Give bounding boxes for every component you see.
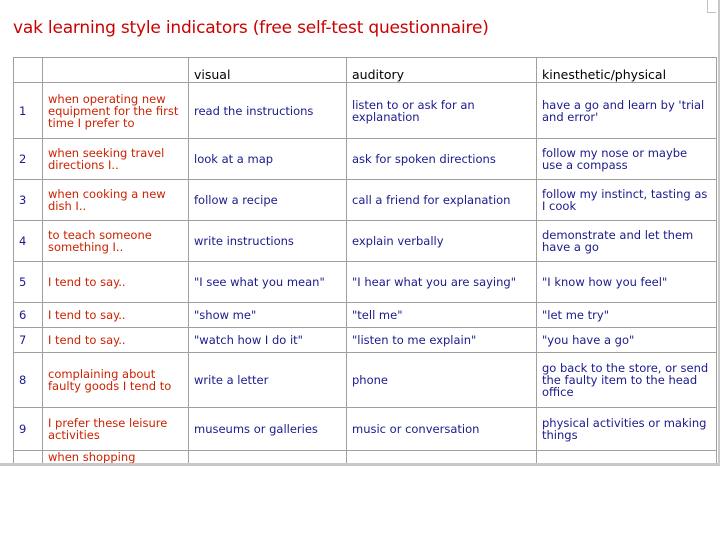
header-number: [14, 58, 43, 83]
row-number: 1: [14, 83, 43, 139]
row-number: 3: [14, 180, 43, 221]
row-number: [14, 451, 43, 467]
scenario-cell: when seeking travel directions I..: [43, 139, 189, 180]
row-number: 6: [14, 303, 43, 328]
kinesthetic-answer-cell: go back to the store, or send the faulty item to the head office: [537, 353, 717, 408]
auditory-answer-cell: "I hear what you are saying": [347, 262, 537, 303]
table-row: [14, 180, 717, 221]
auditory-answer-cell: phone: [347, 353, 537, 408]
row-number: 7: [14, 328, 43, 353]
scenario-cell: when shopping: [43, 451, 189, 467]
kinesthetic-answer-cell: follow my nose or maybe use a compass: [537, 139, 717, 180]
visual-answer-cell: read the instructions: [189, 83, 347, 139]
table-row: [14, 303, 717, 328]
kinesthetic-answer-cell: "let me try": [537, 303, 717, 328]
header-kinesthetic: kinesthetic/physical: [537, 58, 717, 83]
row-number: 8: [14, 353, 43, 408]
visual-answer-cell: "I see what you mean": [189, 262, 347, 303]
auditory-answer-cell: explain verbally: [347, 221, 537, 262]
window-corner: [707, 0, 716, 13]
scenario-cell: I tend to say..: [43, 303, 189, 328]
auditory-answer-cell: "listen to me explain": [347, 328, 537, 353]
kinesthetic-answer-cell: physical activities or making things: [537, 408, 717, 451]
scenario-cell: when operating new equipment for the first time I prefer to: [43, 83, 189, 139]
header-scenario: [43, 58, 189, 83]
visual-answer-cell: museums or galleries: [189, 408, 347, 451]
visual-answer-cell: "watch how I do it": [189, 328, 347, 353]
visual-answer-cell: [189, 451, 347, 467]
table-row: [14, 83, 717, 139]
page-title: vak learning style indicators (free self-test questionnaire): [13, 18, 489, 38]
visual-answer-cell: look at a map: [189, 139, 347, 180]
auditory-answer-cell: "tell me": [347, 303, 537, 328]
auditory-answer-cell: call a friend for explanation: [347, 180, 537, 221]
scenario-cell: I tend to say..: [43, 262, 189, 303]
questionnaire-table: [13, 57, 717, 466]
scenario-cell: complaining about faulty goods I tend to: [43, 353, 189, 408]
visual-answer-cell: write instructions: [189, 221, 347, 262]
row-number: 9: [14, 408, 43, 451]
kinesthetic-answer-cell: follow my instinct, tasting as I cook: [537, 180, 717, 221]
header-auditory: auditory: [347, 58, 537, 83]
kinesthetic-answer-cell: [537, 451, 717, 467]
auditory-answer-cell: music or conversation: [347, 408, 537, 451]
scenario-cell: to teach someone something I..: [43, 221, 189, 262]
table-header-row: [14, 58, 717, 83]
scenario-cell: I tend to say..: [43, 328, 189, 353]
scenario-cell: I prefer these leisure activities: [43, 408, 189, 451]
header-visual: visual: [189, 58, 347, 83]
kinesthetic-answer-cell: have a go and learn by 'trial and error': [537, 83, 717, 139]
visual-answer-cell: write a letter: [189, 353, 347, 408]
kinesthetic-answer-cell: "you have a go": [537, 328, 717, 353]
row-number: 5: [14, 262, 43, 303]
table-row: [14, 353, 717, 408]
row-number: 2: [14, 139, 43, 180]
kinesthetic-answer-cell: "I know how you feel": [537, 262, 717, 303]
table-row: [14, 328, 717, 353]
auditory-answer-cell: listen to or ask for an explanation: [347, 83, 537, 139]
kinesthetic-answer-cell: demonstrate and let them have a go: [537, 221, 717, 262]
visual-answer-cell: "show me": [189, 303, 347, 328]
table-row: [14, 221, 717, 262]
visual-answer-cell: follow a recipe: [189, 180, 347, 221]
row-number: 4: [14, 221, 43, 262]
scenario-cell: when cooking a new dish I..: [43, 180, 189, 221]
table-row: [14, 451, 717, 467]
auditory-answer-cell: ask for spoken directions: [347, 139, 537, 180]
table-row: [14, 139, 717, 180]
table-row: [14, 262, 717, 303]
table-row: [14, 408, 717, 451]
auditory-answer-cell: [347, 451, 537, 467]
